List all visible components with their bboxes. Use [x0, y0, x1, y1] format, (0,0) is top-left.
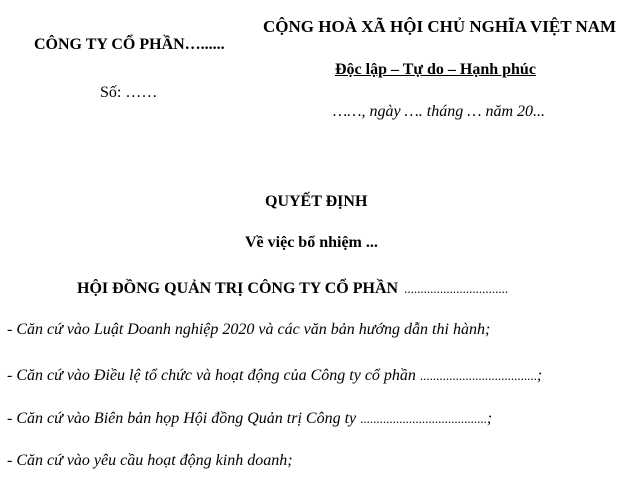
board-name: HỘI ĐỒNG QUẢN TRỊ CÔNG TY CỔ PHẦN [77, 280, 399, 297]
legal-basis-text: - Căn cứ vào Điều lệ tổ chức và hoạt động của Công ty cổ phần [7, 367, 420, 384]
board-name-blank: ................................ [404, 281, 509, 296]
legal-basis-text: - Căn cứ vào Biên bản họp Hội đồng Quản trị Công ty [7, 410, 361, 427]
legal-basis-blank: .................................... [419, 368, 537, 383]
legal-basis-text: - Căn cứ vào yêu cầu hoạt động kinh doanh; [7, 452, 293, 469]
legal-basis-item [7, 452, 293, 470]
national-title: CỘNG HOÀ XÃ HỘI CHỦ NGHĨA VIỆT NAM [263, 17, 617, 36]
legal-basis-item [7, 410, 492, 428]
legal-basis-blank: ....................................... [360, 411, 487, 426]
decision-title: QUYẾT ĐỊNH [265, 193, 368, 210]
company-name: CÔNG TY CỔ PHẦN…...... [34, 36, 225, 53]
board-line [77, 280, 508, 298]
legal-basis-item [7, 367, 542, 385]
legal-basis-item [7, 321, 490, 339]
document-number: Số: …… [100, 84, 158, 101]
legal-basis-end: ; [486, 410, 493, 427]
national-motto: Độc lập – Tự do – Hạnh phúc [335, 61, 536, 78]
place-date: ……, ngày …. tháng … năm 20... [333, 103, 546, 120]
decision-subject: Về việc bổ nhiệm ... [245, 234, 378, 251]
legal-basis-text: - Căn cứ vào Luật Doanh nghiệp 2020 và các văn bản hướng dẫn thi hành; [7, 321, 491, 338]
legal-basis-end: ; [536, 367, 543, 384]
